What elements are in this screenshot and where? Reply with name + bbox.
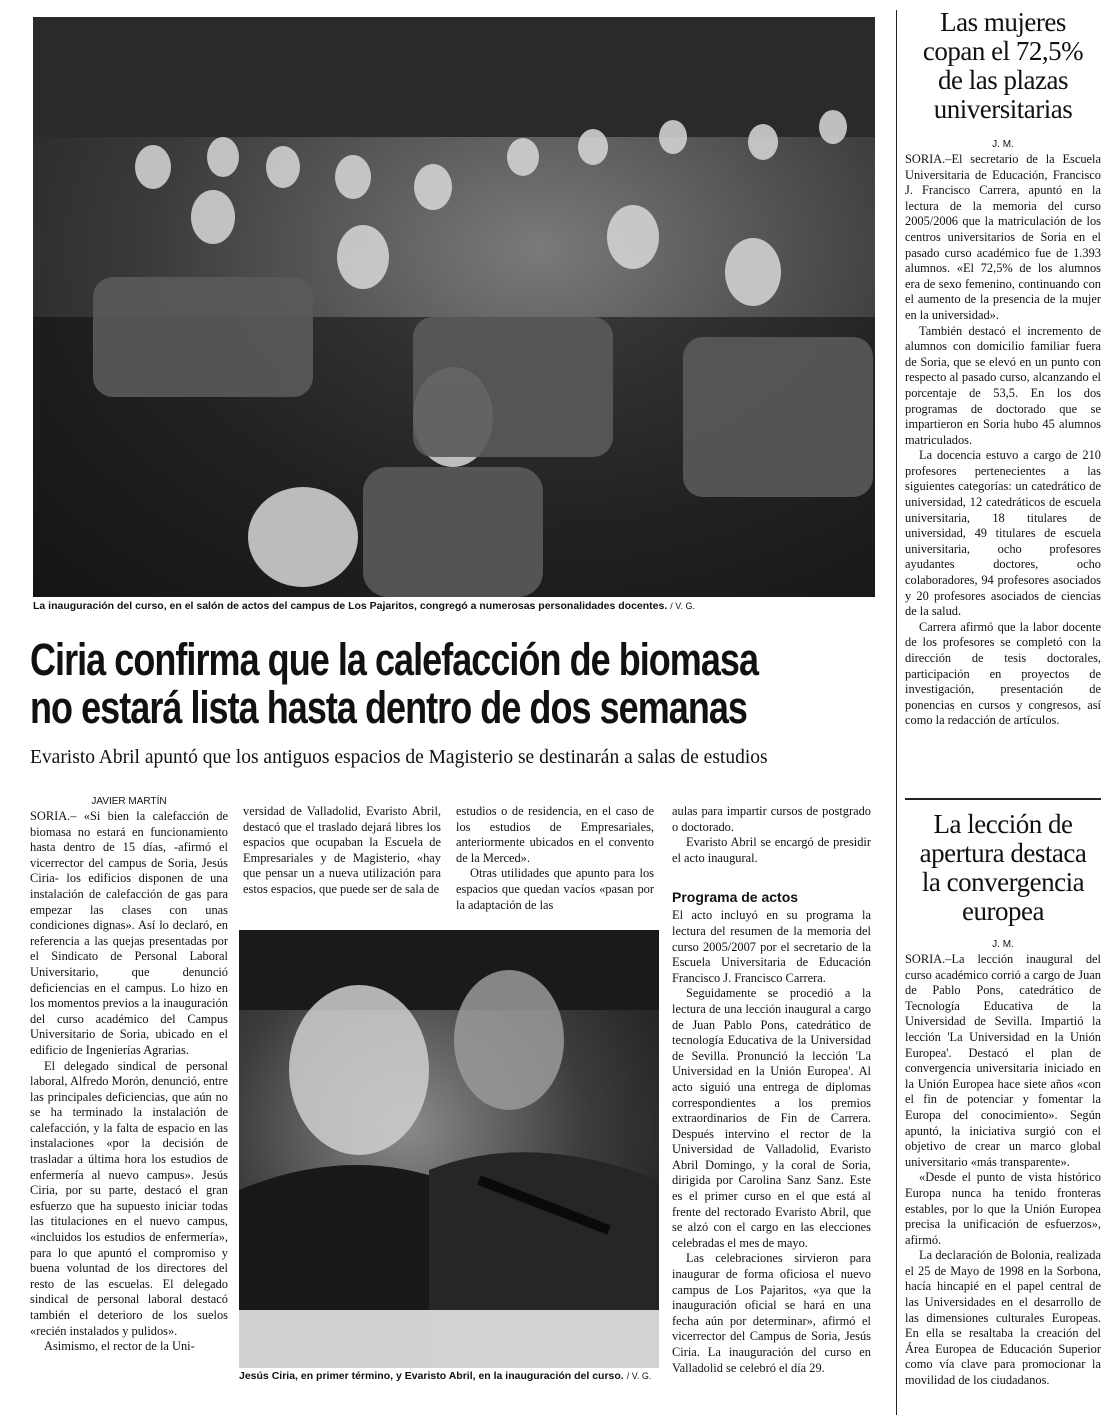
paragraph: versidad de Valladolid, Evaristo Abril, destacó que el traslado dejará libres los espacios que ocupaban la Escuela de Empresariales y de Magisterio, «hay que pensar un a nueva utilización para estos espacios, que puede ser de sala de [243,804,441,896]
paragraph: estudios o de residencia, en el caso de los estudios de Empresariales, anteriormente ubicados en el convento de la Merced». [456,804,654,865]
article-column-2 [243,804,441,898]
officials-photo [239,930,659,1368]
paragraph: El delegado sindical de personal laboral, Alfredo Morón, denunció, entre las principales deficiencias, que aún no se ha terminado la instalación de calefacción, y la falta de espacio en las instalaciones «por la decisión de trasladar a última hora los estudios de enfermería al nuevo campus». Jesús Ciria, por su parte, destacó el gran esfuerzo que ha supuesto iniciar todas las titulaciones en el nuevo campus, «incluidos los estudios de enfermería», para lo que apuntó el compromiso y buena voluntad de los directores del resto de las escuelas. El delegado sindical de personal laboral destacó también el deterioro de los suelos «recién instalados y pulidos». [30,1058,228,1338]
sidebar-top-story [905,8,1101,729]
paragraph: SORIA.–El secretario de la Escuela Universitaria de Educación, Francisco J. Francisco Carrera, apuntó en la lectura de la memoria del curso 2005/2006 que la matriculación de los centros universitarios de Soria en el pasado curso académico fue de 1.393 alumnos. «El 72,5% de los alumnos era de sexo femenino, continuando con el aumento de la presencia de la mujer en la universidad». [905,152,1101,322]
second-photo-caption [239,1370,651,1383]
paragraph: Otras utilidades que apunto para los espacios que quedan vacíos «pasan por la adaptación de las [456,866,654,912]
title-line: universitarias [933,94,1073,124]
title-line: La lección de [933,809,1073,839]
title-line: Las mujeres [940,7,1066,37]
sidebar-top-body [905,138,1101,729]
audience-photo [33,17,875,597]
main-photo-caption [33,600,695,613]
headline-line-2: no estará lista hasta dentro de dos semanas [30,682,747,733]
sidebar-top-title [905,8,1101,124]
article-column-1 [30,795,228,1355]
byline: JAVIER MARTÍN [91,796,167,807]
headline-line-1: Ciria confirma que la calefacción de biomasa [30,634,759,685]
paragraph: La declaración de Bolonia, realizada el 25 de Mayo de 1998 en la Sorbona, hacía hincapié en el papel central de las Universidades en el desarrollo de las dimensiones culturales Europeas. En ella se resaltaba la creación del Área Europea de Educación Superior como vía clave para promocionar la movilidad de los ciudadanos. [905,1248,1101,1388]
sidebar-separator [905,798,1101,800]
caption-credit: / V. G. [626,1371,652,1381]
caption-credit: / V. G. [670,601,695,611]
title-line: la convergencia [921,867,1085,897]
headline [30,636,758,732]
title-line: apertura destaca [919,838,1087,868]
paragraph: Seguidamente se procedió a la lectura de una lección inaugural a cargo de Juan Pablo Pons, catedrático de tecnología Educativa de la Universidad de Sevilla. Pronunció la lección 'La Universidad en la Unión Europea'. Al acto siguió una entrega de diplomas correspondientes a los premios extraordinarios de Fin de Carrera. Después intervino el rector de la Universidad de Valladolid, Evaristo Abril Domingo, y la coral de Soria, dirigida por Carolina Sanz Sanz. Este es el primer curso en el que está al frente del rectorado Evaristo Abril, que se alzó con el cargo en las elecciones celebradas el mes de mayo. [672,986,871,1250]
title-line: copan el 72,5% [922,36,1084,66]
caption-text: Jesús Ciria, en primer término, y Evaristo Abril, en la inauguración del curso. [239,1370,624,1382]
paragraph: aulas para impartir cursos de postgrado o doctorado. [672,804,871,834]
paragraph: SORIA.–La lección inaugural del curso académico corrió a cargo de Juan de Pablo Pons, catedrático de Tecnología Educativa de la Universidad de Sevilla. Impartió la lección 'La Universidad en la Unión Europea'. Destacó el plan de convergencia universitaria iniciado en la Unión Europea hace siete años «con el fin de potenciar y fomentar la Europa del conocimiento». Según apuntó, la iniciativa surgió con el objetivo de crear un marco global universitario «más transparente». [905,952,1101,1169]
paragraph: El acto incluyó en su programa la lectura del resumen de la memoria del curso 2005/2007 por el secretario de la Escuela Universitaria de Educación Francisco J. Francisco Carrera. [672,908,871,985]
caption-text: La inauguración del curso, en el salón de actos del campus de Los Pajaritos, congregó a numerosas personalidades docentes. [33,600,668,612]
sidebar-bottom-title [905,810,1101,926]
subheadline: Evaristo Abril apuntó que los antiguos espacios de Magisterio se destinarán a salas de estudios [30,747,768,768]
paragraph: También destacó el incremento de alumnos con domicilio familiar fuera de Soria, que se elevó en un punto con respecto al pasado curso, alcanzando el porcentaje de 53,5. En los dos programas de doctorado que se impartieron en Soria hubo 45 alumnos matriculados. [905,323,1101,447]
sidebar-top-byline: J. M. [992,139,1014,150]
column-divider [896,10,897,1415]
title-line: de las plazas [938,65,1068,95]
paragraph: Evaristo Abril se encargó de presidir el acto inaugural. [672,835,871,865]
sidebar-bottom-byline: J. M. [992,939,1014,950]
sidebar-bottom-body [905,938,1101,1389]
paragraph: Asimismo, el rector de la Uni- [44,1339,195,1354]
paragraph: SORIA.– «Si bien la calefacción de biomasa no estará en funcionamiento hasta dentro de 15 días, -afirmó el vicerrector del campus de Soria, Jesús Ciria- los edificios disponen de una instalación de calefacción de gas para empezar las clases con unas condiciones dignas». Así lo declaró, en referencia a las quejas presentadas por el Sindicato de Personal Laboral Universitario, que denunció deficiencias en el campus. Lo hizo en los momentos previos a la inauguración del curso académico del Campus Universitario de Soria, ubicado en el edificio de Ingenierías Agrarias. [30,809,228,1057]
paragraph: Carrera afirmó que la labor docente de los profesores se completó con la dirección de tesis doctorales, participación en proyectos de investigación, presentación de ponencias en cursos y congresos, así como la redacción de artículos. [905,619,1101,728]
audience-illustration [33,17,875,597]
paragraph: Las celebraciones sirvieron para inaugurar de forma oficiosa el nuevo campus de Los Pajaritos, «ya que la inauguración oficial se hará en una fecha aún por determinar», afirmó el vicerrector del Campus de Soria, Jesús Ciria. La inauguración del curso en Valladolid se celebró el día 29. [672,1251,871,1375]
paragraph: «Desde el punto de vista histórico Europa nunca ha tenido fronteras estables, por lo que la Unión Europea precisa la unificación de esfuerzos», afirmó. [905,1170,1101,1247]
article-column-3 [456,804,654,913]
title-line: europea [962,896,1044,926]
program-heading: Programa de actos [672,889,799,906]
paragraph: La docencia estuvo a cargo de 210 profesores pertenecientes a las siguientes categorías: un catedrático de universidad, 12 catedráticos de escuela universitaria, 18 titulares de universidad, 49 titulares de escuela universitaria, ocho profesores ayudantes doctores, ocho colaboradores, 94 profesores asociados y 20 profesores asociados de ciencias de la salud. [905,448,1101,619]
sidebar-bottom-story [905,810,1101,1389]
article-column-4 [672,804,871,1376]
officials-illustration [239,930,659,1368]
